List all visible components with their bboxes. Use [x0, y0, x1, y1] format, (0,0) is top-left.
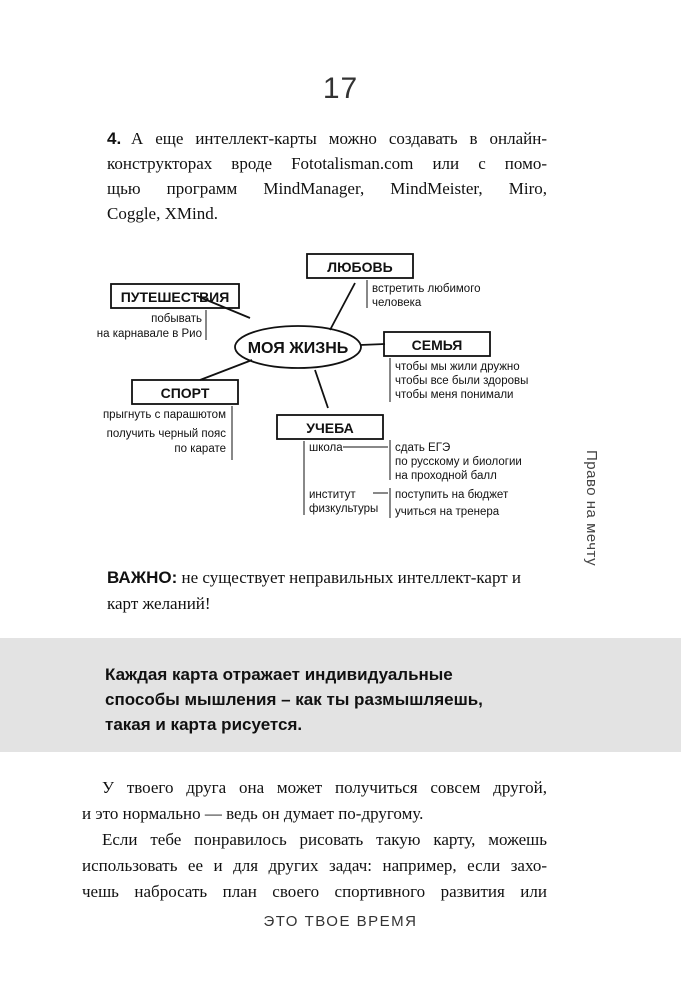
- body-line-2: и это нормально — ведь он думает по-другому.: [82, 804, 424, 823]
- quote-callout: [0, 638, 681, 752]
- study-institute-goal-2: учиться на тренера: [395, 506, 500, 518]
- study-institute-2: физкультуры: [309, 503, 379, 515]
- study-school-goal-3: на проходной балл: [395, 470, 497, 482]
- sport-note-2: получить черный пояс: [106, 428, 226, 440]
- study-title: УЧЕБА: [306, 420, 354, 436]
- page-number: 17: [322, 72, 359, 105]
- study-institute-goal-1: поступить на бюджет: [395, 489, 509, 501]
- sport-title: СПОРТ: [160, 385, 210, 401]
- connector-family: [360, 344, 385, 345]
- item4-line-3: щью программ MindManager, MindMeister, Miro,: [107, 179, 547, 198]
- list-item-4: [107, 126, 547, 226]
- item4-line-2: конструкторах вроде Fototalisman.com или с помо-: [107, 154, 547, 173]
- study-school-goal-1: сдать ЕГЭ: [395, 442, 451, 454]
- item4-line-4: Coggle, XMind.: [107, 204, 218, 223]
- body-line-4: использовать ее и для других задач: например, если захо-: [82, 856, 547, 875]
- important-note: [107, 565, 522, 617]
- love-note-2: человека: [372, 297, 422, 309]
- important-text: не существует неправильных интеллект-карт и карт желаний!: [107, 568, 522, 613]
- sport-note-1: прыгнуть с парашютом: [102, 409, 226, 421]
- side-running-title: Право на мечту: [583, 450, 600, 567]
- travel-title: ПУТЕШЕСТВИЯ: [120, 289, 230, 305]
- love-note-1: встретить любимого: [372, 283, 481, 295]
- list-number: 4.: [107, 129, 122, 148]
- study-school-goal-2: по русскому и биологии: [395, 456, 522, 468]
- family-note-2: чтобы все были здоровы: [395, 375, 529, 387]
- item4-line-1: А еще интеллект-карты можно создавать в онлайн-: [131, 129, 547, 148]
- connector-sport: [200, 360, 252, 380]
- study-institute-1: институт: [309, 489, 356, 501]
- study-school: школа: [309, 442, 343, 454]
- quote-line-2: способы мышления – как ты размышляешь,: [105, 690, 483, 709]
- connector-love: [330, 283, 355, 330]
- travel-note-1: побывать: [151, 313, 202, 325]
- family-note-1: чтобы мы жили дружно: [395, 361, 520, 373]
- body-line-3: Если тебе понравилось рисовать такую карту, можешь: [102, 830, 547, 849]
- love-title: ЛЮБОВЬ: [327, 259, 393, 275]
- family-note-3: чтобы меня понимали: [395, 389, 514, 401]
- center-label: МОЯ ЖИЗНЬ: [247, 340, 349, 357]
- travel-note-2: на карнавале в Рио: [96, 328, 202, 340]
- running-footer: ЭТО ТВОЕ ВРЕМЯ: [263, 913, 418, 930]
- body-line-5: чешь набросать план своего спортивного развития или: [82, 882, 547, 901]
- connector-study: [315, 370, 328, 408]
- body-paragraphs: [82, 775, 547, 905]
- quote-text: [105, 662, 545, 737]
- sport-note-3: по карате: [174, 443, 226, 455]
- family-title: СЕМЬЯ: [411, 337, 463, 353]
- body-line-1: У твоего друга она может получиться совсем другой,: [102, 778, 547, 797]
- important-label: ВАЖНО:: [107, 568, 178, 587]
- quote-line-1: Каждая карта отражает индивидуальные: [105, 665, 453, 684]
- mind-map-diagram: [0, 240, 560, 530]
- quote-line-3: такая и карта рисуется.: [105, 715, 303, 734]
